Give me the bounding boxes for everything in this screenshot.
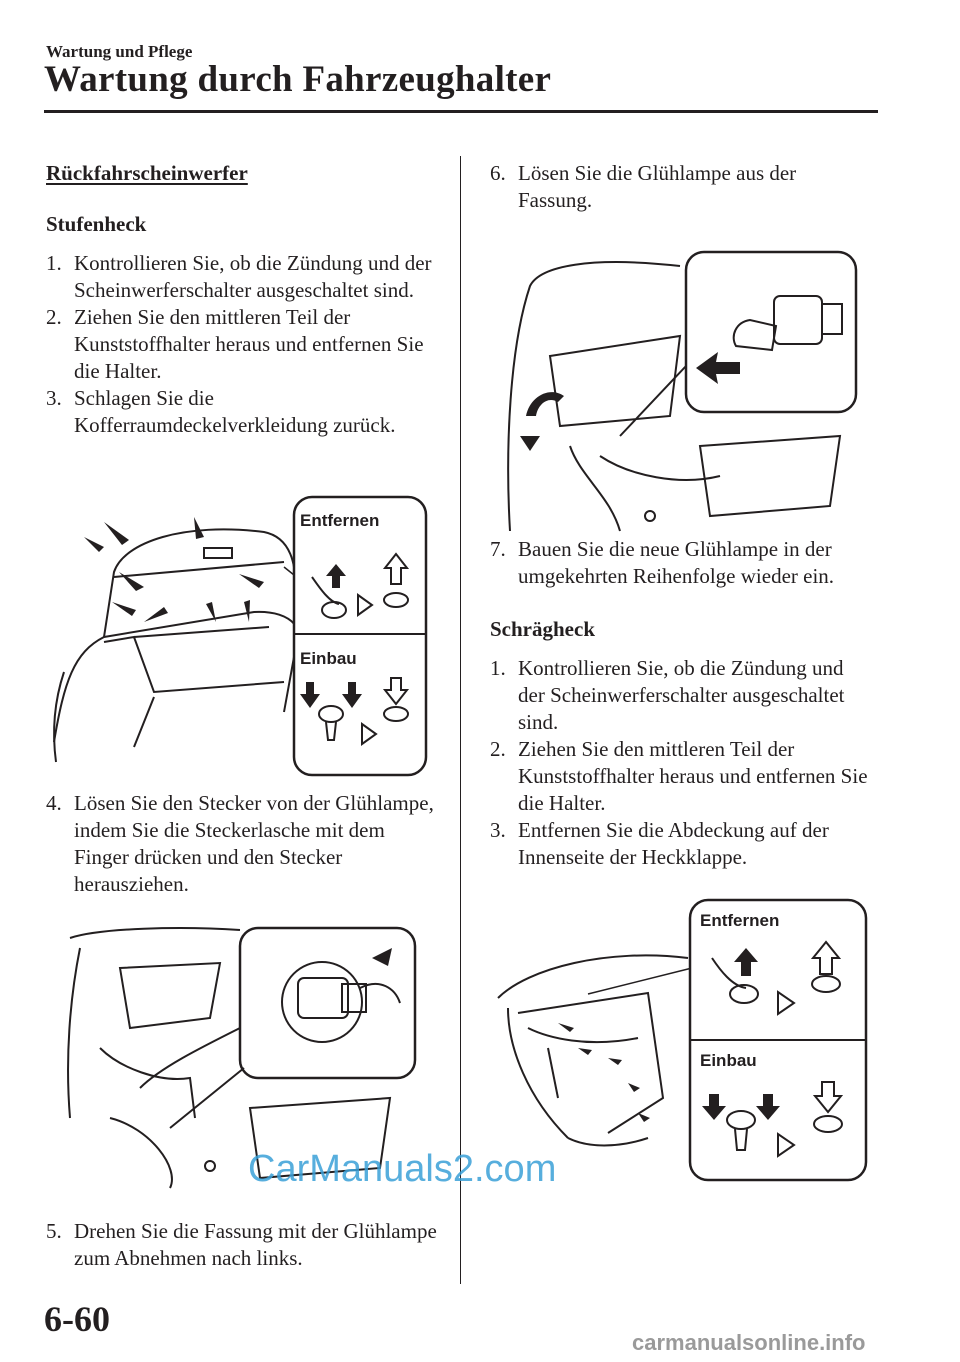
step-item [490,817,870,871]
trunk-lid-illustration [44,492,434,782]
step-text: Ziehen Sie den mittleren Teil der Kunststoffhalter heraus und entfernen Sie die Halter. [518,737,868,815]
step-number: 3. [46,386,62,410]
label-remove-2: Entfernen [700,911,780,930]
label-remove: Entfernen [300,511,380,530]
page-number: 6-60 [44,1299,110,1339]
bulb-illustration [500,246,862,536]
step-item [46,1218,442,1272]
step-item [46,385,442,439]
step-number: 1. [490,656,506,680]
step-5-block [46,1218,442,1272]
steps-list-a [46,250,442,439]
step-item [490,736,870,817]
section-kicker: Wartung und Pflege [46,42,193,61]
step-item [490,655,870,736]
step-text: Ziehen Sie den mittleren Teil der Kunststoffhalter heraus und entfernen Sie die Halter. [74,305,424,383]
figure-bulb-removal [500,246,862,536]
figure-trunk-lid-clips [44,492,434,782]
step-text: Kontrollieren Sie, ob die Zündung und der Scheinwerferschalter ausgeschaltet sind. [518,656,845,734]
page-title: Wartung durch Fahrzeughalter [44,59,552,100]
right-column-bottom [490,536,870,871]
step-item [490,536,870,590]
step-text: Bauen Sie die neue Glühlampe in der umgekehrten Reihenfolge wieder ein. [518,537,835,588]
step-item [46,304,442,385]
step-text: Lösen Sie die Glühlampe aus der Fassung. [518,161,797,212]
step-text: Kontrollieren Sie, ob die Zündung und der Scheinwerferschalter ausgeschaltet sind. [74,251,432,302]
steps-list-b [490,655,870,871]
watermark-carmanuals: CarManuals2.com [248,1148,557,1190]
step-4-block [46,790,442,898]
label-install: Einbau [300,649,357,668]
step-number: 1. [46,251,62,275]
step-text: Drehen Sie die Fassung mit der Glühlampe zum Abnehmen nach links. [74,1219,437,1270]
step-text: Entfernen Sie die Abdeckung auf der Innenseite der Heckklappe. [518,818,829,869]
subhead-schraegheck: Schrägheck [490,617,595,641]
label-install-2: Einbau [700,1051,757,1070]
subhead-stufenheck: Stufenheck [46,212,147,236]
hatch-illustration [488,898,870,1183]
step-number: 6. [490,161,506,185]
watermark-site: carmanualsonline.info [632,1330,866,1355]
column-divider [460,156,461,1284]
step-number: 3. [490,818,506,842]
figure-hatch-clips [488,898,870,1183]
step-text: Lösen Sie den Stecker von der Glühlampe, indem Sie die Steckerlasche mit dem Finger drücken und den Stecker herausziehen. [74,791,434,896]
step-number: 2. [46,305,62,329]
section-title: Rückfahrscheinwerfer [46,161,248,185]
step-number: 5. [46,1219,62,1243]
step-item [490,160,870,214]
step-number: 2. [490,737,506,761]
step-text: Schlagen Sie die Kofferraumdeckelverkleidung zurück. [74,386,396,437]
step-6-block [490,160,870,214]
left-column-top [46,160,442,439]
step-item [46,790,442,898]
header-divider [44,110,878,113]
step-number: 7. [490,537,506,561]
step-item [46,250,442,304]
step-number: 4. [46,791,62,815]
